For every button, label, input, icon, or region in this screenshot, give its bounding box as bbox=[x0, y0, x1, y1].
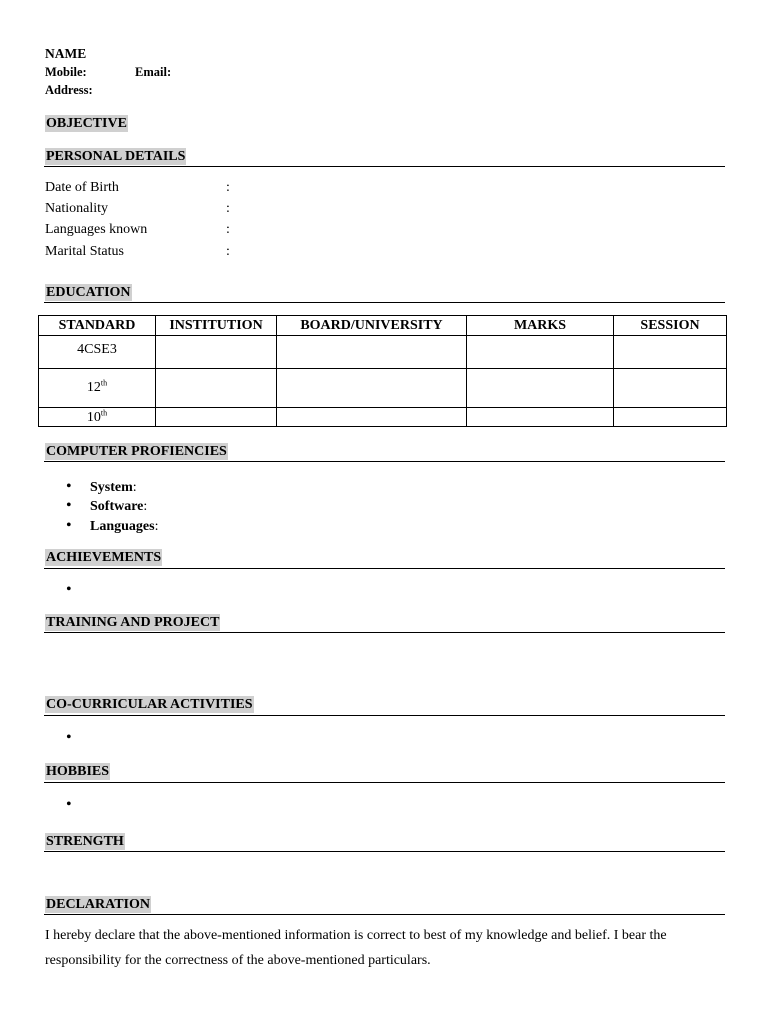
ordinal-suffix: th bbox=[100, 407, 108, 417]
table-row bbox=[39, 369, 727, 408]
list-item bbox=[66, 728, 90, 748]
session-cell bbox=[614, 369, 727, 408]
section-divider bbox=[44, 632, 725, 633]
section-divider bbox=[44, 302, 725, 303]
bullet: • bbox=[66, 517, 72, 534]
board-cell bbox=[277, 369, 467, 408]
marks-cell bbox=[467, 369, 614, 408]
marital-status-separator: : bbox=[226, 244, 230, 259]
standard-value: 12 bbox=[86, 380, 101, 395]
computer-proficiencies-heading: COMPUTER PROFIENCIES bbox=[46, 444, 227, 459]
mobile-label: Mobile: bbox=[45, 65, 87, 79]
standard-cell bbox=[39, 336, 156, 369]
education-heading: EDUCATION bbox=[46, 285, 131, 300]
applicant-name: NAME bbox=[45, 46, 87, 61]
section-divider bbox=[44, 166, 725, 167]
languages-known-separator: : bbox=[226, 222, 230, 237]
software-colon: : bbox=[143, 499, 148, 514]
list-item bbox=[66, 516, 158, 536]
table-row bbox=[39, 336, 727, 369]
table-header-row bbox=[39, 316, 727, 336]
hobbies-heading: HOBBIES bbox=[46, 764, 110, 779]
marital-status-label: Marital Status bbox=[45, 244, 124, 259]
standard-cell bbox=[39, 369, 156, 408]
ordinal-suffix: th bbox=[100, 378, 108, 388]
bullet: • bbox=[66, 497, 72, 514]
table-row bbox=[39, 408, 727, 427]
co-curricular-heading: CO-CURRICULAR ACTIVITIES bbox=[46, 697, 253, 712]
declaration-text: I hereby declare that the above-mentioned information is correct to best of my knowledge and belief. I bear the responsibility for the correctness of the above-mentioned particulars. bbox=[45, 928, 667, 968]
declaration-heading: DECLARATION bbox=[46, 897, 150, 912]
standard-cell bbox=[39, 408, 156, 427]
list-item bbox=[66, 477, 137, 497]
strength-heading: STRENGTH bbox=[46, 834, 124, 849]
standard-value: 10 bbox=[86, 409, 101, 425]
column-header-institution: INSTITUTION bbox=[156, 316, 277, 336]
institution-cell bbox=[156, 336, 277, 369]
list-item bbox=[66, 795, 90, 815]
bullet: • bbox=[66, 729, 72, 746]
education-table bbox=[38, 315, 727, 427]
personal-details-heading: PERSONAL DETAILS bbox=[46, 149, 186, 164]
achievements-heading: ACHIEVEMENTS bbox=[46, 550, 162, 565]
section-divider bbox=[44, 782, 725, 783]
address-label: Address: bbox=[45, 83, 93, 97]
board-cell bbox=[277, 408, 467, 427]
column-header-session: SESSION bbox=[614, 316, 727, 336]
system-label: System bbox=[90, 480, 133, 495]
dob-separator: : bbox=[226, 180, 230, 195]
column-header-standard: STANDARD bbox=[39, 316, 156, 336]
board-cell bbox=[277, 336, 467, 369]
nationality-separator: : bbox=[226, 201, 230, 216]
section-divider bbox=[44, 914, 725, 915]
column-header-marks: MARKS bbox=[467, 316, 614, 336]
system-colon: : bbox=[132, 480, 137, 495]
list-item bbox=[66, 496, 147, 516]
email-label: Email: bbox=[135, 65, 172, 79]
session-cell bbox=[614, 408, 727, 427]
bullet: • bbox=[66, 796, 72, 813]
section-divider bbox=[44, 851, 725, 852]
list-item bbox=[66, 580, 90, 600]
standard-value: 4CSE3 bbox=[77, 342, 117, 357]
institution-cell bbox=[156, 369, 277, 408]
column-header-board-university: BOARD/UNIVERSITY bbox=[277, 316, 467, 336]
objective-heading: OBJECTIVE bbox=[46, 116, 127, 131]
marks-cell bbox=[467, 336, 614, 369]
bullet: • bbox=[66, 478, 72, 495]
dob-label: Date of Birth bbox=[45, 180, 119, 195]
session-cell bbox=[614, 336, 727, 369]
section-divider bbox=[44, 568, 725, 569]
languages-label: Languages bbox=[90, 519, 155, 534]
bullet: • bbox=[66, 581, 72, 598]
section-divider bbox=[44, 461, 725, 462]
nationality-label: Nationality bbox=[45, 201, 108, 216]
section-divider bbox=[44, 715, 725, 716]
institution-cell bbox=[156, 408, 277, 427]
languages-known-label: Languages known bbox=[45, 222, 148, 237]
languages-colon: : bbox=[154, 519, 159, 534]
software-label: Software bbox=[90, 499, 144, 514]
marks-cell bbox=[467, 408, 614, 427]
training-project-heading: TRAINING AND PROJECT bbox=[46, 615, 220, 630]
